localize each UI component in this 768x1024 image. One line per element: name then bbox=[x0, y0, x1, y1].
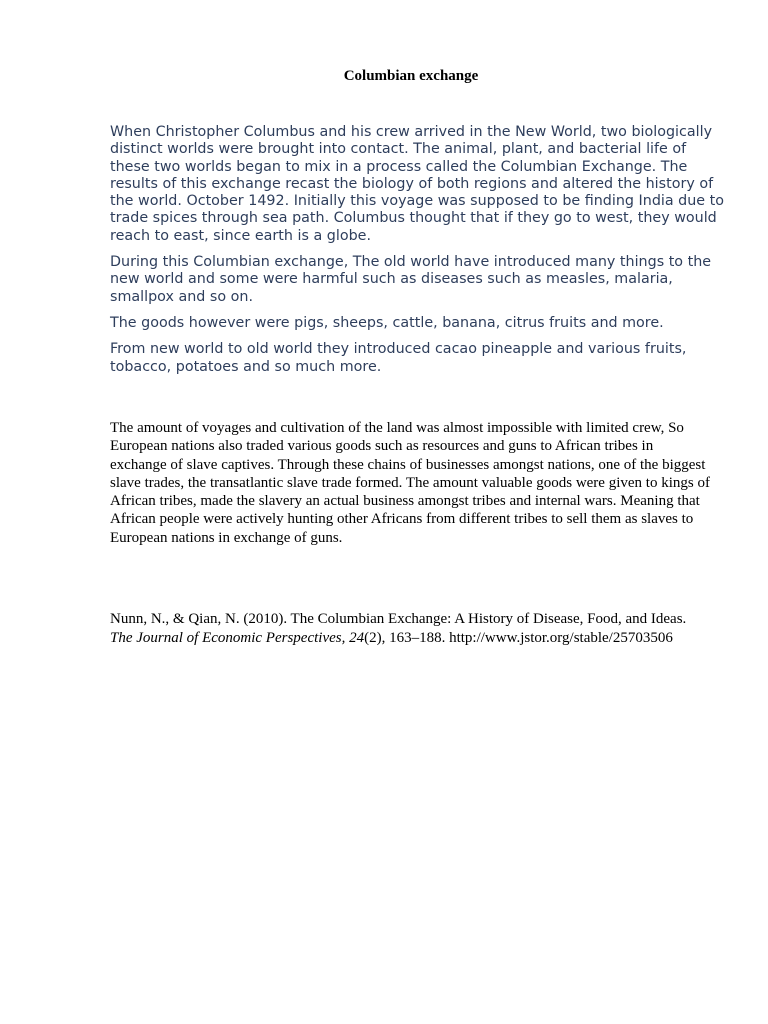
intro-paragraph-goods: The goods however were pigs, sheeps, cattle, banana, citrus fruits and more. bbox=[110, 314, 664, 331]
slavery-paragraph: The amount of voyages and cultivation of the land was almost impossible with limited crew, So European nations also traded various goods such as resources and guns to African tribes in exchange of slave captives. Through these chains of businesses amongst nations, one of the biggest slave trades, the transatlantic slave trade formed. The amount valuable goods were given to kings of African tribes, made the slavery an actual business amongst tribes and internal wars. Meaning that African people were actively hunting other Africans from different tribes to sell them as slaves to European nations in exchange of guns. bbox=[110, 420, 710, 546]
document-title: Columbian exchange bbox=[343, 68, 479, 84]
citation-journal-volume: The Journal of Economic Perspectives, 24 bbox=[110, 629, 365, 646]
reference-citation bbox=[110, 610, 750, 647]
intro-paragraph-old-world-diseases: During this Columbian exchange, The old world have introduced many things to the new world and some were harmful such as diseases such as measles, malaria, smallpox and so on. bbox=[110, 254, 712, 305]
intro-paragraph-new-world-goods: From new world to old world they introduced cacao pineapple and various fruits, tobacco, potatoes and so much more. bbox=[110, 341, 687, 375]
citation-issue-pages-url: (2), 163–188. http://www.jstor.org/stable/25703506 bbox=[364, 629, 673, 646]
citation-authors-title: Nunn, N., & Qian, N. (2010). The Columbian Exchange: A History of Disease, Food, and Ideas. bbox=[110, 611, 687, 627]
intro-section bbox=[110, 124, 725, 385]
intro-paragraph-columbus-arrival: When Christopher Columbus and his crew arrived in the New World, two biologically distinct worlds were brought into contact. The animal, plant, and bacterial life of these two worlds began to mix in a process called the Columbian Exchange. The results of this exchange recast the biology of both regions and altered the history of the world. October 1492. Initially this voyage was supposed to be finding India due to trade spices through sea path. Columbus thought that if they go to west, they would reach to east, since earth is a globe. bbox=[110, 124, 724, 244]
